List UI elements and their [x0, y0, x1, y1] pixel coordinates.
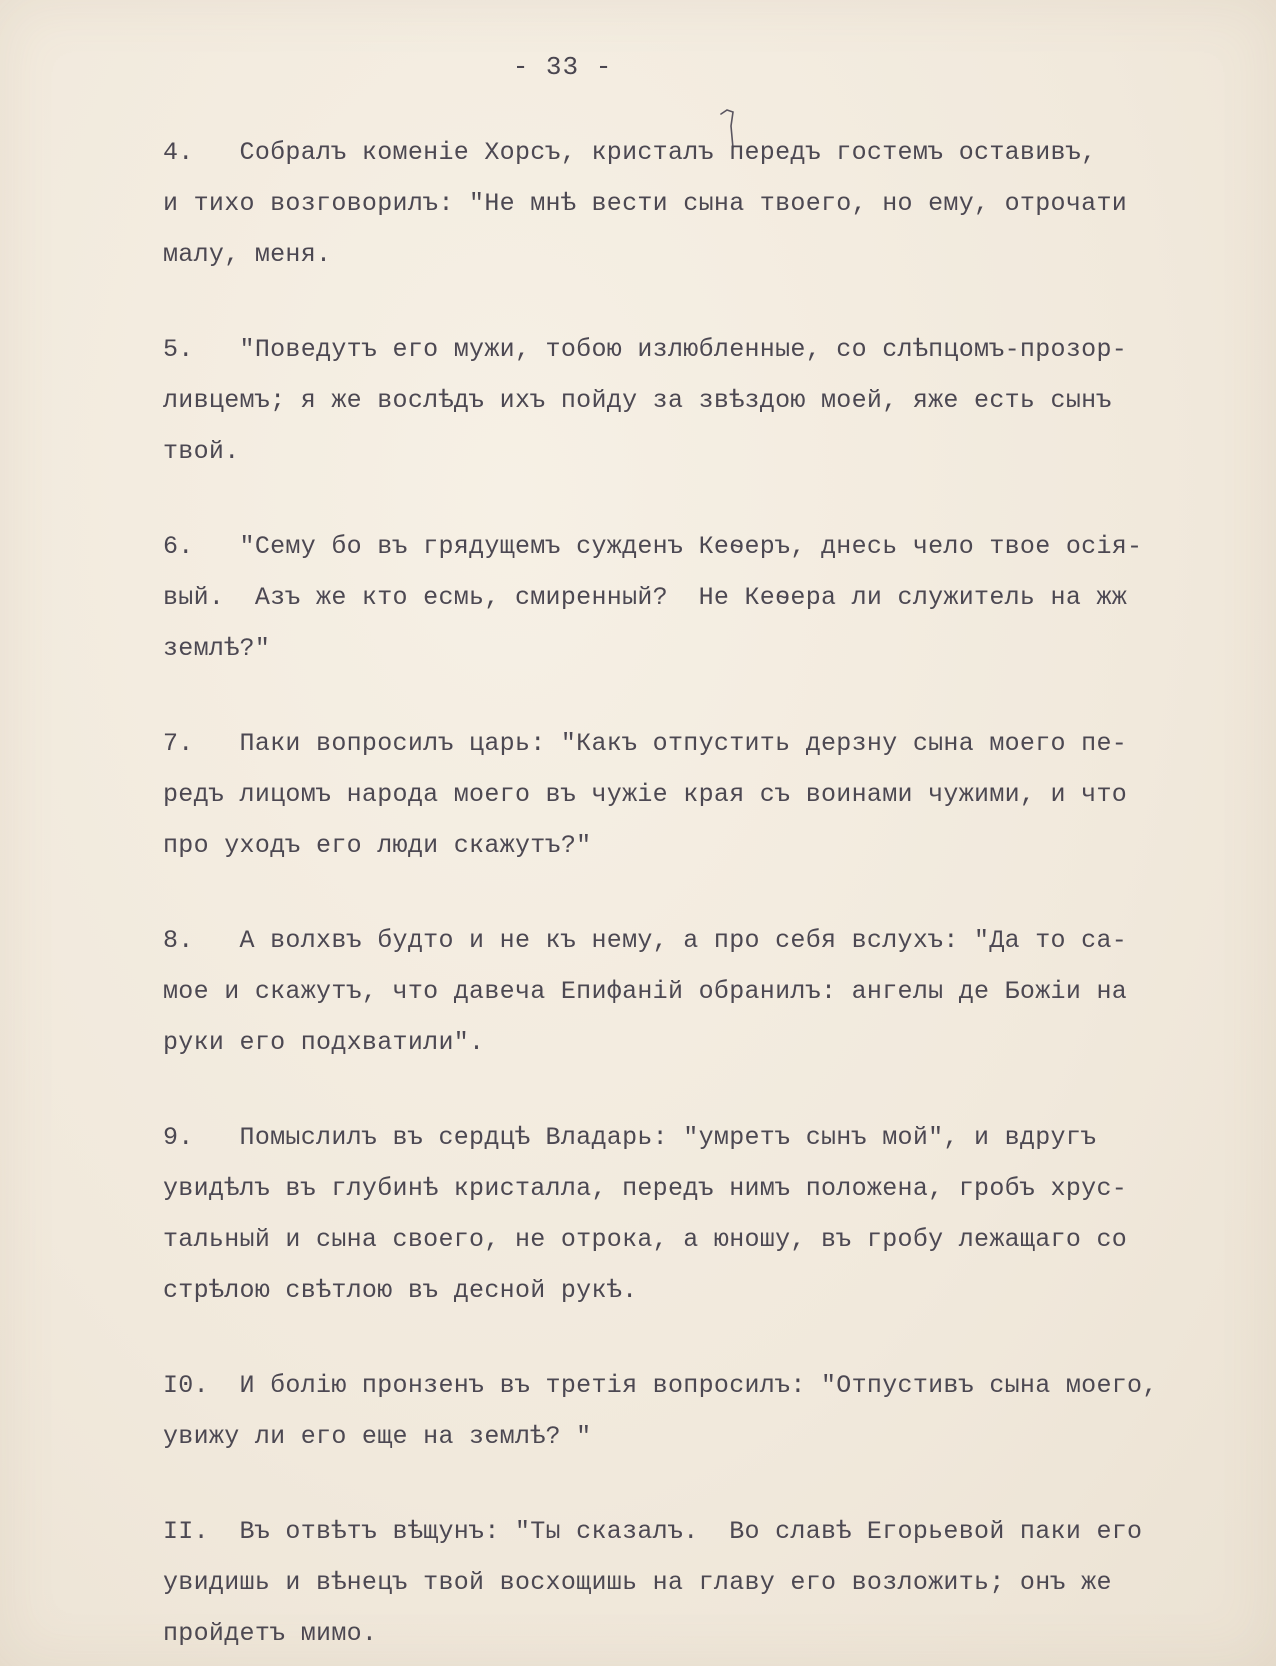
paragraph — [163, 718, 1243, 871]
paragraph — [163, 1360, 1243, 1462]
text-line: 6. "Сему бо въ грядущемъ сужденъ Кеѳеръ, днесь чело твое осія- — [163, 532, 1143, 561]
text-line: руки его подхватили". — [163, 1028, 485, 1057]
page-number: - 33 - — [512, 52, 613, 82]
text-line: пройдетъ мимо. — [163, 1619, 378, 1648]
text-line: II. Въ отвѣтъ вѣщунъ: "Ты сказалъ. Во славѣ Егорьевой паки его — [163, 1517, 1143, 1546]
text-line: вый. Азъ же кто есмь, смиренный? Не Кеѳера ли служитель на жж — [163, 583, 1128, 612]
text-line: увижу ли его еще на землѣ? " — [163, 1422, 592, 1451]
paragraph — [163, 324, 1243, 477]
paragraph — [163, 1112, 1243, 1316]
text-line: I0. И болію пронзенъ въ третія вопросилъ: "Отпустивъ сына моего, — [163, 1371, 1158, 1400]
text-line: мое и скажутъ, что давеча Епифаній обранилъ: ангелы де Божіи на — [163, 977, 1128, 1006]
text-line: 8. А волхвъ будто и не къ нему, а про себя вслухъ: "Да то са- — [163, 926, 1128, 955]
text-line: редъ лицомъ народа моего въ чужіе края съ воинами чужими, и что — [163, 780, 1128, 809]
text-line: увидѣлъ въ глубинѣ кристалла, передъ нимъ положена, гробъ хрус- — [163, 1174, 1128, 1203]
text-line: 5. "Поведутъ его мужи, тобою излюбленные, со слѣпцомъ-прозор- — [163, 335, 1128, 364]
text-line: и тихо возговорилъ: "Не мнѣ вести сына твоего, но ему, отрочати — [163, 189, 1128, 218]
text-line: ливцемъ; я же вослѣдъ ихъ пойду за звѣздою моей, яже есть сынъ — [163, 386, 1112, 415]
text-line: про уходъ его люди скажутъ?" — [163, 831, 592, 860]
text-line: 4. Собралъ коменіе Хорсъ, кристалъ передъ гостемъ оставивъ, — [163, 138, 1097, 167]
text-line: увидишь и вѣнецъ твой восхощишь на главу его возложить; онъ же — [163, 1568, 1112, 1597]
text-line: 9. Помыслилъ въ сердцѣ Владарь: "умретъ сынъ мой", и вдругъ — [163, 1123, 1097, 1152]
paragraph — [163, 1506, 1243, 1659]
text-line: твой. — [163, 437, 240, 466]
text-line: 7. Паки вопросилъ царь: "Какъ отпустить дерзну сына моего пе- — [163, 729, 1128, 758]
text-line: стрѣлою свѣтлою въ десной рукѣ. — [163, 1276, 638, 1305]
document-body — [163, 127, 1243, 1666]
paragraph — [163, 127, 1243, 280]
paragraph — [163, 521, 1243, 674]
paragraph — [163, 915, 1243, 1068]
text-line: малу, меня. — [163, 240, 332, 269]
text-line: тальный и сына своего, не отрока, а юношу, въ гробу лежащаго со — [163, 1225, 1128, 1254]
text-line: землѣ?" — [163, 634, 271, 663]
